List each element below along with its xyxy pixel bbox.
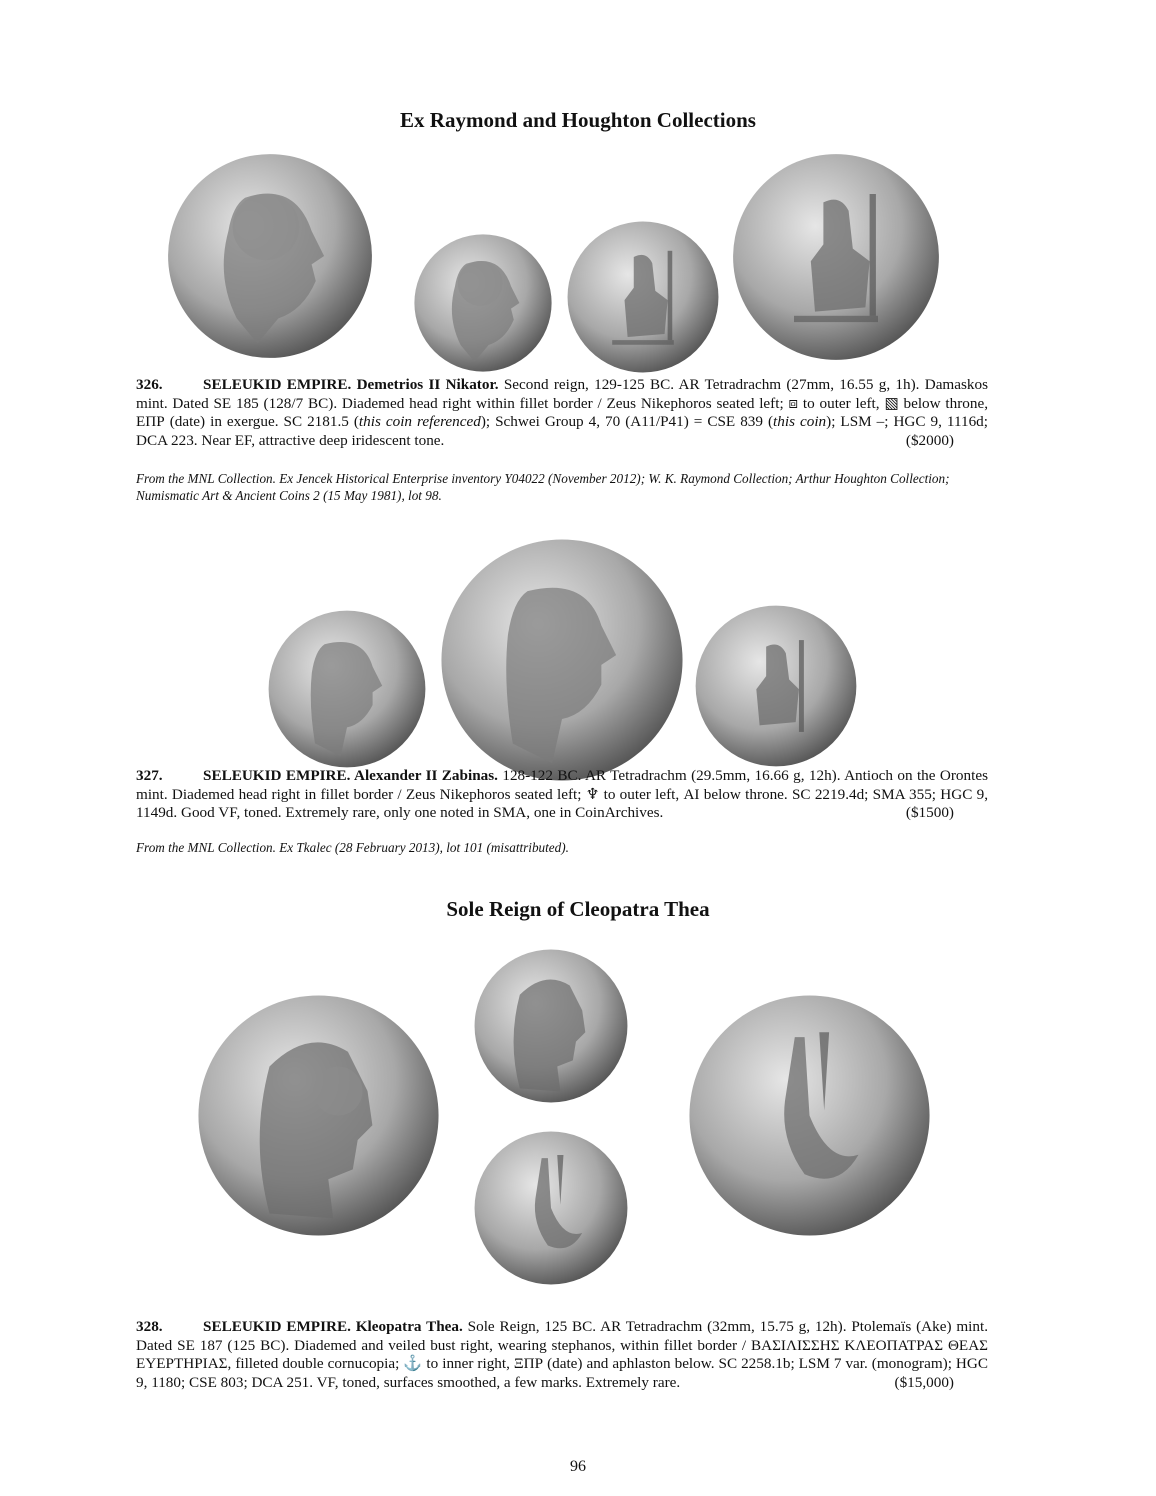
coin-327-reverse bbox=[694, 604, 858, 768]
monogram-symbol: ⚓ bbox=[403, 1355, 423, 1372]
lot-title: SELEUKID EMPIRE. Demetrios II Nikator. bbox=[203, 376, 499, 393]
coin-326-obverse-large bbox=[166, 152, 374, 360]
coin-portrait-image bbox=[413, 233, 553, 373]
coin-portrait-image bbox=[439, 537, 685, 783]
lot-title: SELEUKID EMPIRE. Alexander II Zabinas. bbox=[203, 767, 498, 784]
lot-price: ($15,000) bbox=[894, 1373, 954, 1391]
lot-text: to inner right, ΞΠΡ (date) and aphlaston below. SC 2258.1b; LSM 7 var. (monogram); HGC 9, 1180; CSE 803; DCA 251. VF, toned, surfaces smoothed, a few marks. Extremely rare. bbox=[136, 1355, 988, 1391]
lot-number: 326. bbox=[136, 376, 163, 393]
lot-number: 327. bbox=[136, 767, 163, 784]
lot-text: Second reign, 129-125 BC. AR Tetradrachm (27mm, 16.55 g, 1h). Damaskos mint. Dated SE 185 (128/7 BC). Diademed head right within fillet border / Zeus Nikephoros seated left; bbox=[136, 376, 988, 412]
coin-328-obverse-small bbox=[473, 948, 629, 1104]
coin-zeus-image bbox=[694, 604, 858, 768]
lot-326-description bbox=[136, 376, 988, 450]
lot-328-description bbox=[136, 1318, 988, 1392]
coin-328-reverse-small bbox=[473, 1130, 629, 1286]
lot-title: SELEUKID EMPIRE. Kleopatra Thea. bbox=[203, 1318, 463, 1335]
monogram-symbol: ⧈ bbox=[788, 394, 799, 412]
lot-price: ($1500) bbox=[905, 804, 954, 821]
coin-326-reverse-small bbox=[566, 220, 720, 374]
lot-326-provenance: From the MNL Collection. Ex Jencek Historical Enterprise inventory Y04022 (November 2012); W. K. Raymond Collection; Arthur Houghton Collection; Numismatic Art & Ancient Coins 2 (15 May 1981), lot 98. bbox=[136, 471, 950, 503]
lot-text: 128-122 BC. AR Tetradrachm (29.5mm, 16.66 g, 12h). Antioch on the Orontes mint. Diademed head right in fillet border / Zeus Nikephoros seated left; bbox=[136, 767, 988, 803]
lot-text-italic: this coin bbox=[773, 413, 827, 430]
coin-326-reverse-large bbox=[731, 152, 941, 362]
page-number: 96 bbox=[570, 1458, 586, 1475]
coin-327-obverse-large bbox=[439, 537, 685, 783]
monogram-symbol: ♆ bbox=[585, 785, 600, 803]
coin-cornucopia-image bbox=[687, 993, 932, 1238]
lot-price: ($2000) bbox=[905, 431, 954, 449]
coin-327-obverse-small bbox=[267, 609, 427, 769]
coin-328-reverse-large bbox=[687, 993, 932, 1238]
lot-text-italic: this coin referenced bbox=[358, 413, 481, 430]
lot-text: below throne, ΕΠΡ (date) in exergue. SC 2181.5 ( bbox=[136, 394, 988, 430]
coin-zeus-image bbox=[731, 152, 941, 362]
section-heading-raymond-houghton: Ex Raymond and Houghton Collections bbox=[400, 108, 756, 132]
monogram-symbol: ▧ bbox=[884, 394, 899, 412]
coin-cornucopia-image bbox=[473, 1130, 629, 1286]
coin-326-obverse-small bbox=[413, 233, 553, 373]
coin-portrait-image bbox=[196, 993, 441, 1238]
lot-327-description bbox=[136, 767, 988, 823]
lot-text: ); Schwei Group 4, 70 (A11/P41) = CSE 839 ( bbox=[480, 413, 774, 430]
lot-number: 328. bbox=[136, 1318, 163, 1335]
coin-portrait-image bbox=[473, 948, 629, 1104]
lot-text: ); LSM –; HGC 9, 1116d; DCA 223. Near EF, attractive deep iridescent tone. bbox=[136, 413, 988, 449]
coin-portrait-image bbox=[267, 609, 427, 769]
lot-text: to outer left, ΑΙ below throne. SC 2219.4d; SMA 355; HGC 9, 1149d. Good VF, toned. Extremely rare, only one noted in SMA, one in CoinArchives. bbox=[136, 785, 988, 821]
coin-328-obverse-large bbox=[196, 993, 441, 1238]
lot-327-provenance: From the MNL Collection. Ex Tkalec (28 February 2013), lot 101 (misattributed). bbox=[136, 840, 569, 855]
lot-text: to outer left, bbox=[798, 394, 885, 412]
section-heading-cleopatra-thea: Sole Reign of Cleopatra Thea bbox=[446, 897, 710, 921]
coin-zeus-image bbox=[566, 220, 720, 374]
lot-text: Sole Reign, 125 BC. AR Tetradrachm (32mm, 15.75 g, 12h). Ptolemaïs (Ake) mint. Dated SE 187 (125 BC). Diademed and veiled bust right, wearing stephanos, within fillet border / ΒΑΣΙΛΙΣΣΗΣ ΚΛΕΟΠΑΤΡΑΣ ΘΕΑΣ ΕΥΕΡΤΗΡΙΑΣ, filleted double cornucopia; bbox=[136, 1318, 989, 1372]
coin-portrait-image bbox=[166, 152, 374, 360]
